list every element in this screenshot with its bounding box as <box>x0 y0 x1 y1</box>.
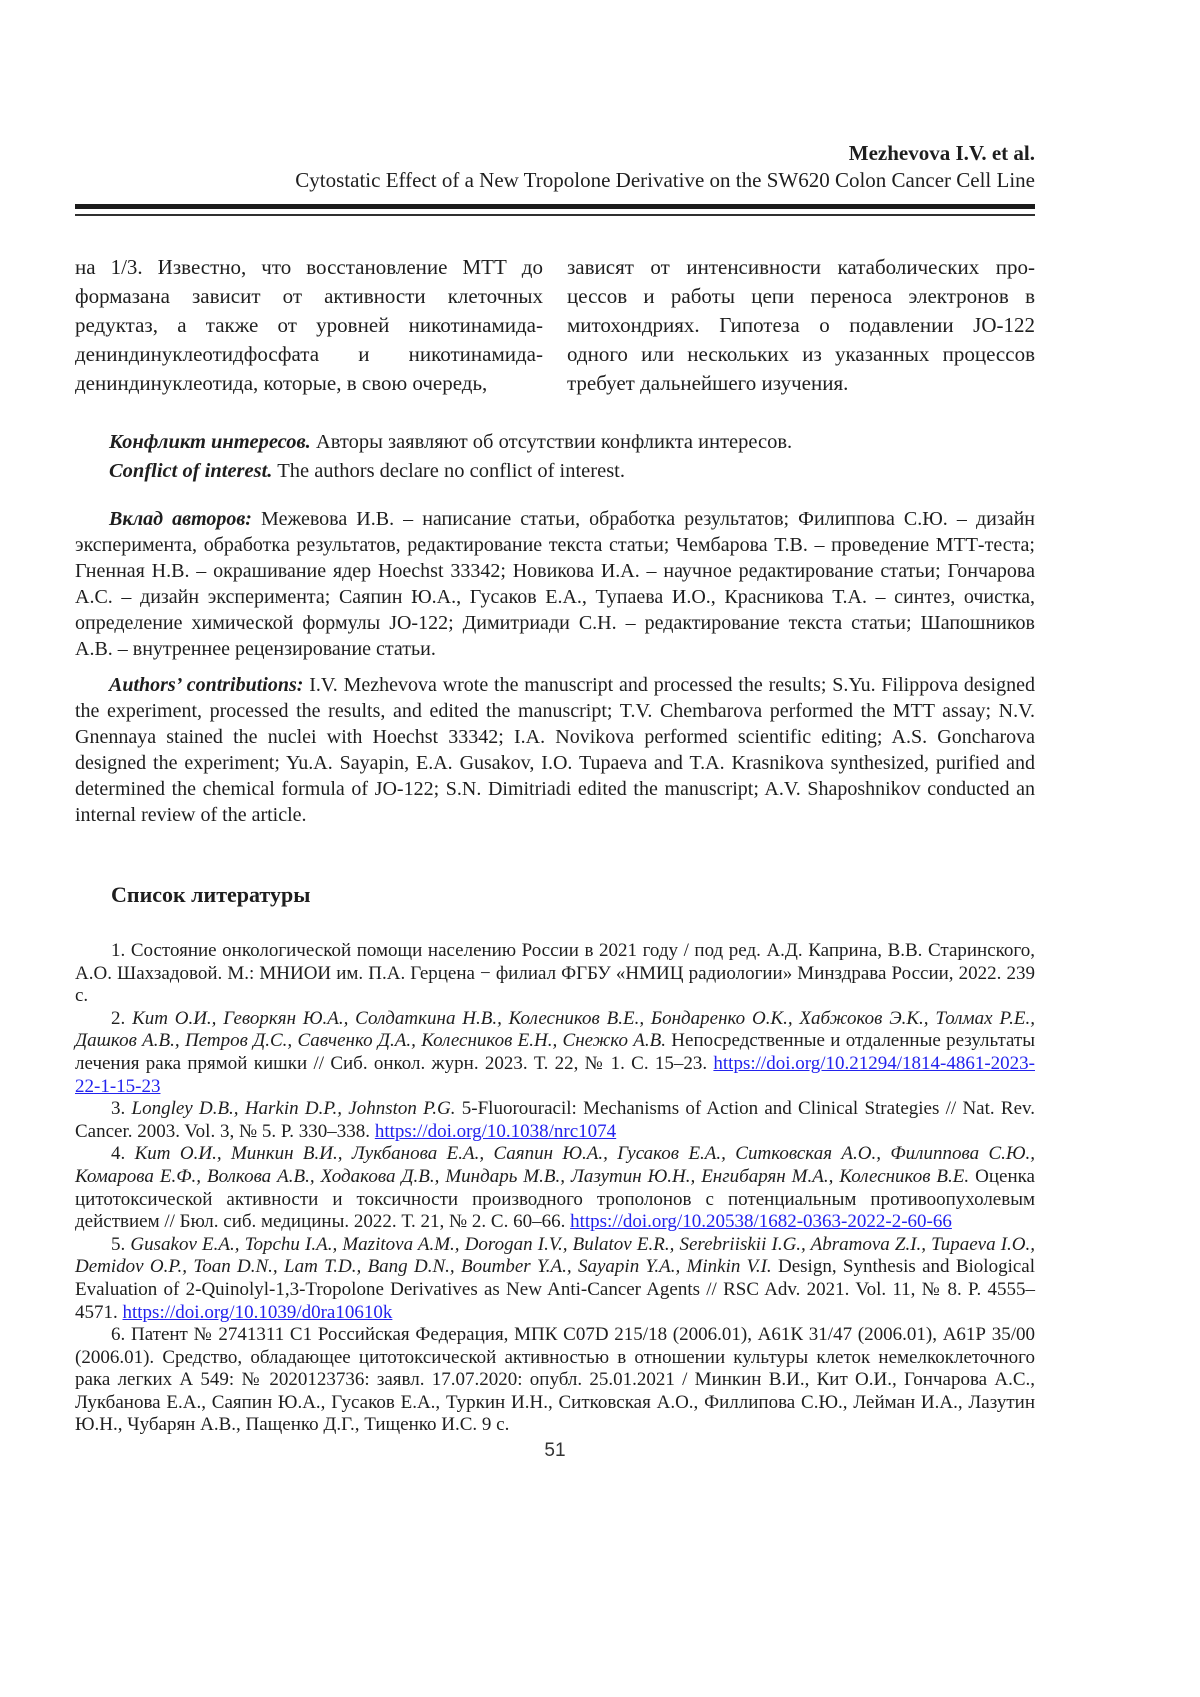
conflict-ru-label: Конфликт интересов. <box>109 431 311 453</box>
doi-link[interactable]: https://doi.org/10.1039/d0ra10610k <box>122 1301 393 1323</box>
references-list <box>75 940 1035 1437</box>
reference-text: 3. <box>111 1098 132 1120</box>
body-column-left: на 1/3. Известно, что восстановление МТТ до формазана зависит от активности клеточных редуктаз, а также от уровней никотинамида-дениндинуклеотидфосфата и никотинамида-дениндинуклеотида, которые, в свою очередь, <box>75 255 543 395</box>
conflict-en-line <box>75 457 1035 486</box>
running-head-title: Cytostatic Effect of a New Tropolone Derivative on the SW620 Colon Cancer Cell Line <box>295 168 1035 192</box>
reference-authors: Кит О.И., Минкин В.И., Лукбанова Е.А., Саяпин Ю.А., Гусаков Е.А., Ситковская А.О., Филиппова С.Ю., Комарова Е.Ф., Волкова А.В., Ходакова Д.В., Миндарь М.В., Лазутин Ю.Н., Енгибарян М.А., Колесников В.Е. <box>75 1143 1036 1187</box>
conflict-en-label: Conflict of interest. <box>109 460 273 482</box>
author-contributions-en <box>75 672 1035 828</box>
reference-item <box>75 1324 1035 1437</box>
references-heading: Список литературы <box>111 882 311 907</box>
reference-authors: Кит О.И., Геворкян Ю.А., Солдаткина Н.В., Колесников В.Е., Бондаренко О.К., Хабжоков Э.К., Толмах Р.Е., Дашков А.В., Петров Д.С., Савченко Д.А., Колесников Е.Н., Снежко А.В. <box>75 1007 1036 1052</box>
conflict-ru-text: Авторы заявляют об отсутствии конфликта интересов. <box>315 431 793 453</box>
reference-text: 6. Патент № 2741311 С1 Российская Федерация, МПК С07D 215/18 (2006.01), А61К 31/47 (2006.01), А61Р 35/00 (2006.01). Средство, обладающее цитотоксической активностью в отношении культуры клеток немелкоклеточного рака легких А 549: № 2020123736: заявл. 17.07.2020: опубл. 25.01.2021 / Минкин В.И., Кит О.И., Гончарова А.С., Лукбанова Е.А., Саяпин Ю.А., Гусаков Е.А., Туркин И.Н., Ситковская А.О., Филлипова С.Ю., Лейман И.А., Лазутин Ю.Н., Чубарян А.В., Пащенко Д.Г., Тищенко И.С. 9 с. <box>75 1324 1035 1436</box>
reference-text: Design, Synthesis and Biological Evaluation of 2-Quinolyl-1,3-Tropolone Derivatives as New Anti-Cancer Agents // RSC Adv. 2021. Vol. 11, № 8. P. 4555–4571. <box>75 1256 1036 1323</box>
author-contributions-en-paragraph <box>75 672 1035 828</box>
doi-link[interactable]: https://doi.org/10.20538/1682-0363-2022-2-60-66 <box>570 1211 952 1233</box>
running-head <box>75 140 1035 194</box>
body-two-columns <box>75 253 1035 398</box>
reference-item <box>75 940 1035 1008</box>
author-contributions-en-text: I.V. Mezhevova wrote the manuscript and processed the results; S.Yu. Filippova designed the experiment, processed the results, and edited the manuscript; T.V. Chembarova performed the MTT assay; N.V. Gnennaya stained the nuclei with Hoechst 33342; I.A. Novikova performed scientific editing; A.S. Goncharova designed the experiment; Yu.A. Sayapin, E.A. Gusakov, I.O. Tupaeva and T.A. Krasnikova synthesized, purified and determined the chemical formula of JO-122; S.N. Dimitriadi edited the manuscript; A.V. Shaposhnikov conducted an internal review of the article. <box>75 674 1035 826</box>
author-contributions-ru <box>75 506 1035 662</box>
author-contributions-ru-paragraph <box>75 506 1035 662</box>
reference-item <box>75 1098 1035 1143</box>
reference-text: Непосредственные и отдаленные результаты лечения рака прямой кишки // Сиб. онкол. журн. 2023. Т. 22, № 1. С. 15–23. <box>75 1030 1036 1074</box>
reference-text: Оценка цитотоксической активности и токсичности производного трополонов с потенциальным противоопухолевым действием // Бюл. сиб. медицины. 2022. Т. 21, № 2. С. 60–66. <box>75 1165 1035 1233</box>
page-content <box>75 0 1035 1697</box>
header-rule-thick <box>75 204 1035 209</box>
reference-text: 1. Состояние онкологической помощи населению России в 2021 году / под ред. А.Д. Каприна, В.В. Старинского, А.О. Шахзадовой. М.: МНИОИ им. П.А. Герцена − филиал ФГБУ «НМИЦ радиологии» Минздрава России, 2022. 239 с. <box>75 940 1035 1007</box>
author-contributions-ru-label: Вклад авторов: <box>109 508 252 530</box>
header-rules <box>75 204 1035 216</box>
doi-link[interactable]: https://doi.org/10.21294/1814-4861-2023-22-1-15-23 <box>75 1052 1035 1097</box>
reference-text: 2. <box>111 1007 133 1029</box>
doi-link[interactable]: https://doi.org/10.1038/nrc1074 <box>374 1120 617 1142</box>
reference-text: 5. <box>111 1233 131 1255</box>
reference-text: 4. <box>111 1143 135 1165</box>
page-number: 51 <box>544 1440 566 1461</box>
author-contributions-en-label: Authors’ contributions: <box>109 674 304 696</box>
conflict-ru-line <box>75 428 1035 457</box>
running-head-authors: Mezhevova I.V. et al. <box>848 141 1035 165</box>
author-contributions-ru-text: Межевова И.В. – написание статьи, обработка результатов; Филиппова С.Ю. – дизайн эксперимента, обработка результатов, редактирование текста статьи; Чембарова Т.В. – проведение МТТ-теста; Гненная Н.В. – окрашивание ядер Hoechst 33342; Новикова И.А. – научное редактирование статьи; Гончарова А.С. – дизайн эксперимента; Саяпин Ю.А., Гусаков Е.А., Тупаева И.О., Красникова Т.А. – синтез, очистка, определение химической формулы JO-122; Димитриади С.Н. – редактирование текста статьи; Шапошников А.В. – внутреннее рецензирование статьи. <box>75 508 1036 660</box>
reference-text: 5-Fluorouracil: Mechanisms of Action and Clinical Strategies // Nat. Rev. Cancer. 2003. Vol. 3, № 5. P. 330–338. <box>75 1098 1036 1142</box>
conflict-en-text: The authors declare no conflict of interest. <box>277 460 625 482</box>
reference-authors: Gusakov E.A., Topchu I.A., Mazitova A.M., Dorogan I.V., Bulatov E.R., Serebriiskii I.G., Abramova Z.I., Tupaeva I.O., Demidov O.P., Toan D.N., Lam T.D., Bang D.N., Boumber Y.A., Sayapin Y.A., Minkin V.I. <box>75 1233 1036 1278</box>
reference-item <box>75 1008 1035 1098</box>
reference-authors: Longley D.B., Harkin D.P., Johnston P.G. <box>131 1098 456 1120</box>
conflict-of-interest-section <box>75 428 1035 486</box>
reference-item <box>75 1143 1035 1233</box>
header-rule-thin <box>75 214 1035 216</box>
body-column-right: зависят от интенсивности катаболических процессов и работы цепи переноса электронов в митохондриях. Гипотеза о подавлении JO-122 одного или нескольких из указанных процессов требует дальнейшего изучения. <box>567 255 1035 395</box>
reference-item <box>75 1234 1035 1324</box>
